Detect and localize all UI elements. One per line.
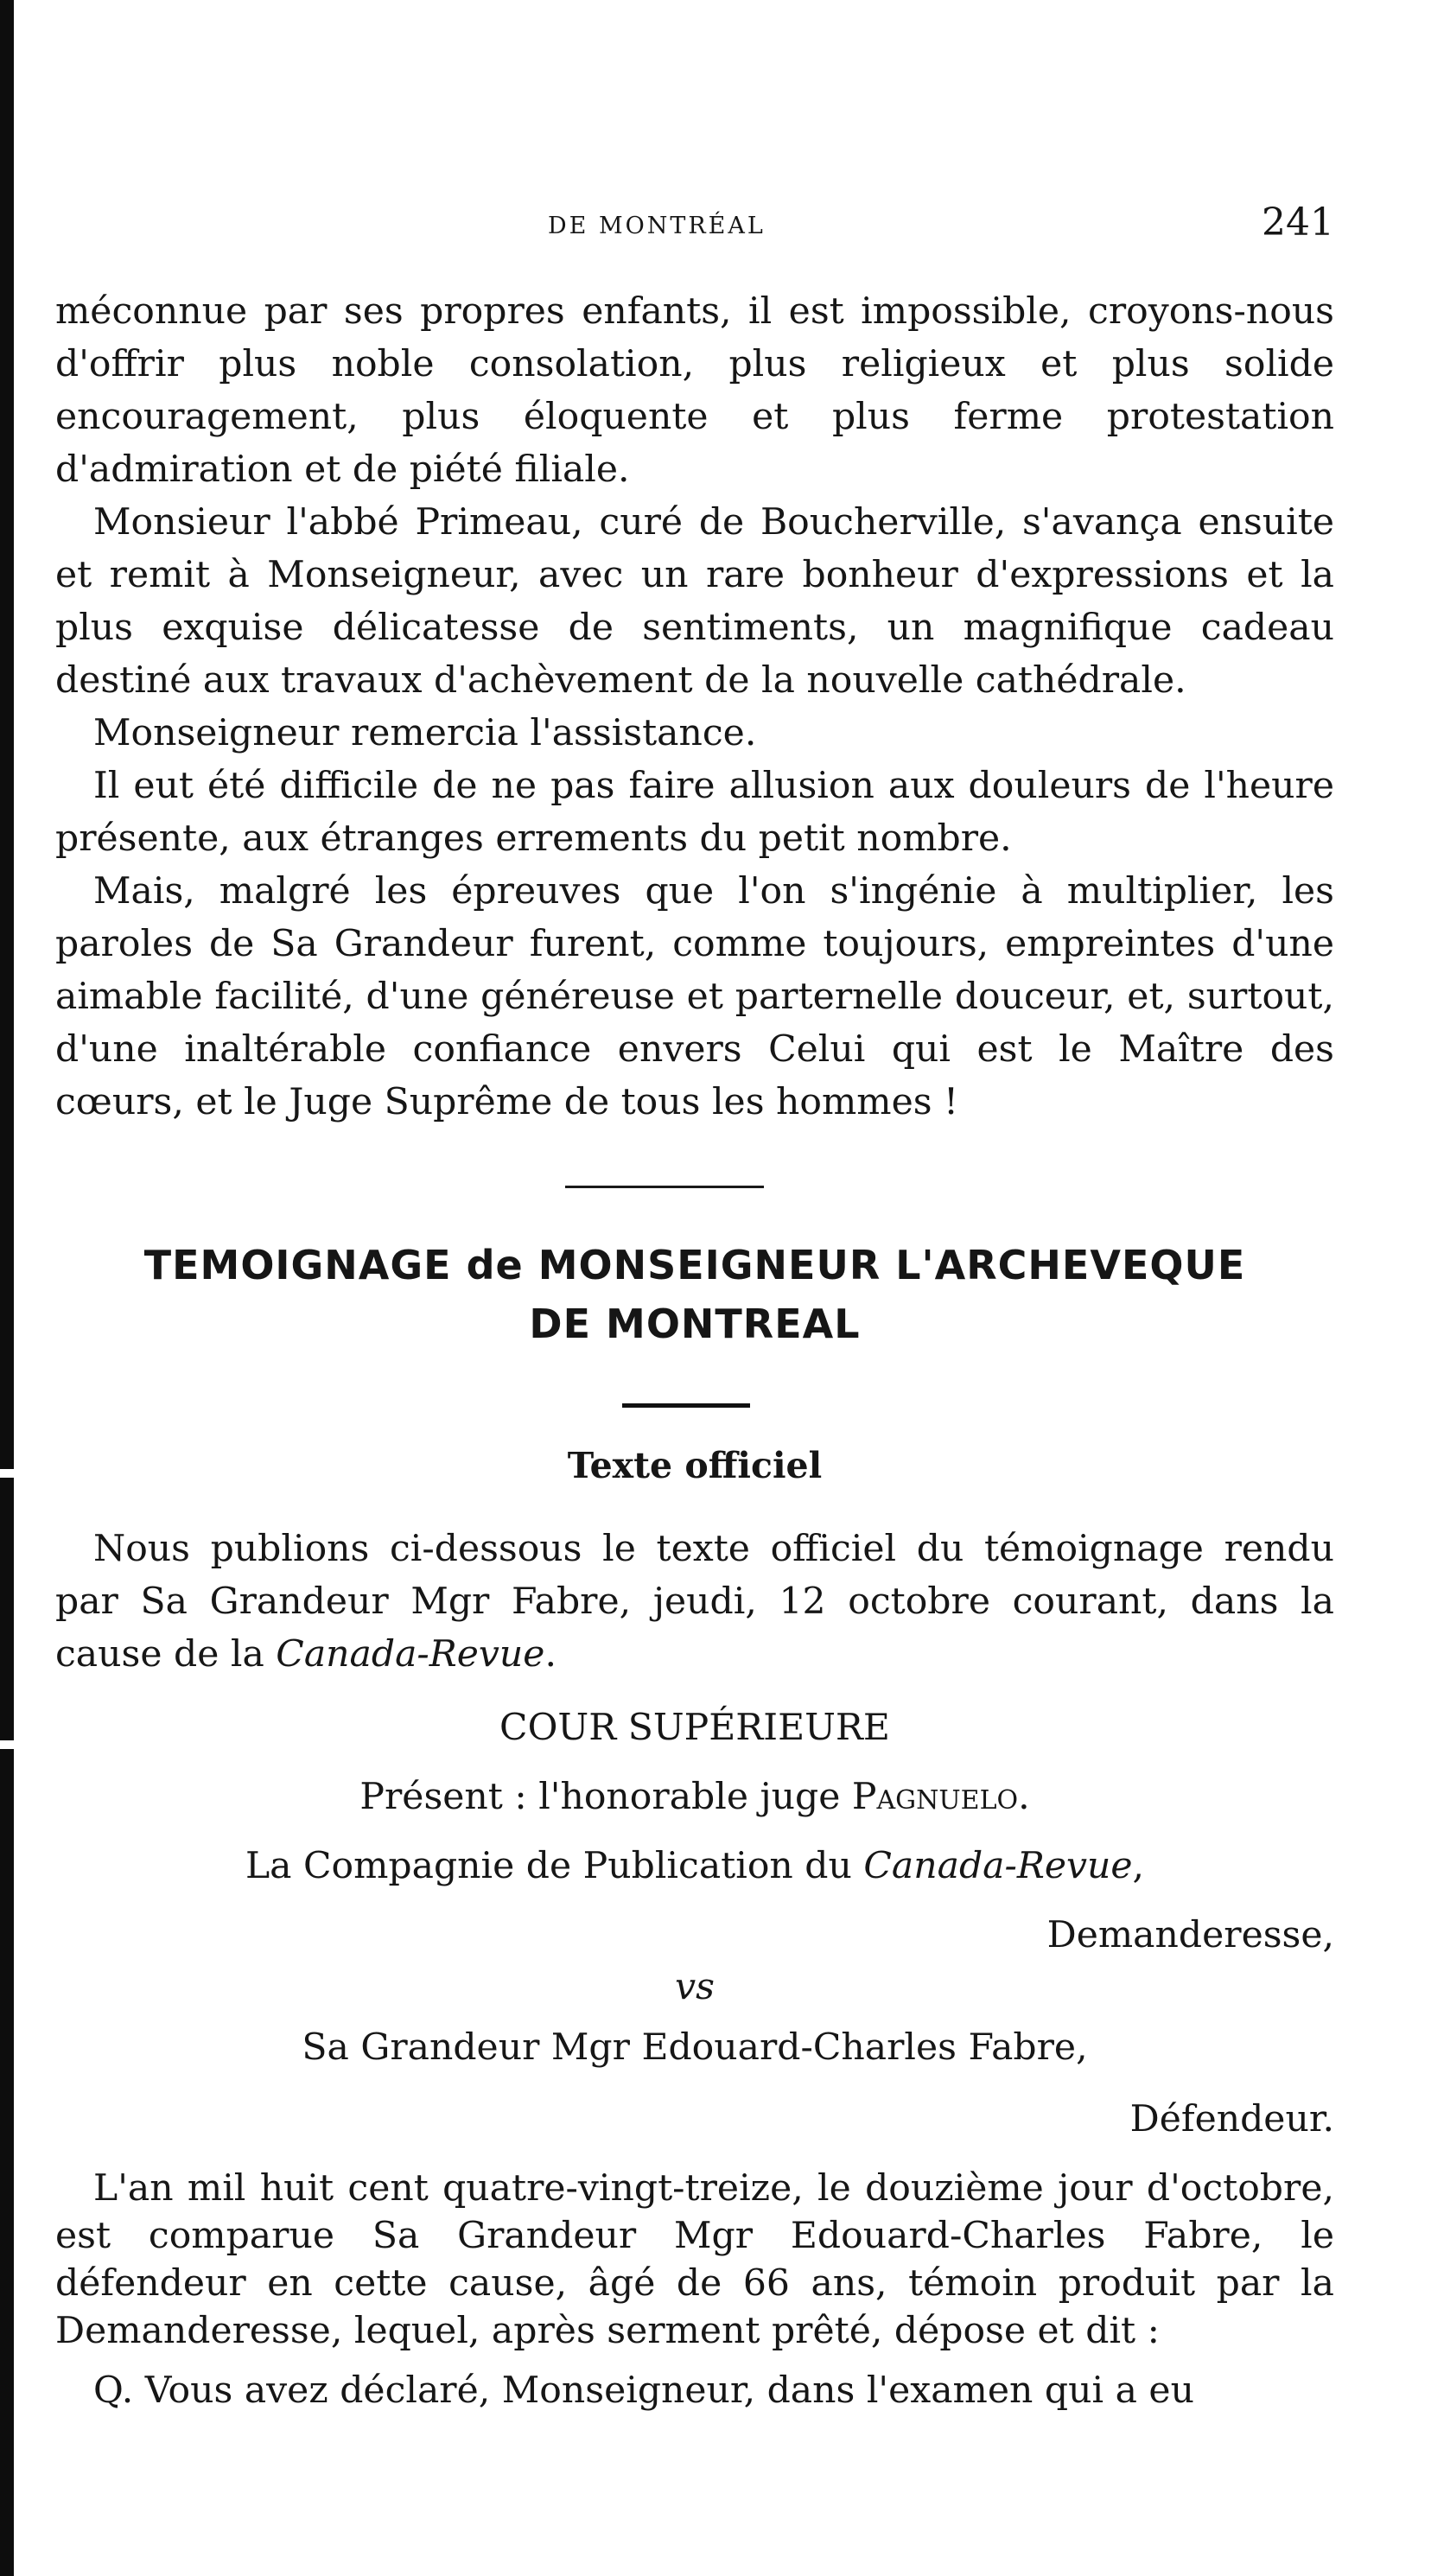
section-title bbox=[55, 1236, 1334, 1353]
section-title-line: TEMOIGNAGE de MONSEIGNEUR L'ARCHEVEQUE bbox=[143, 1242, 1246, 1288]
present-text-end: . bbox=[1018, 1776, 1030, 1818]
defendant-role: Défendeur. bbox=[1129, 2098, 1334, 2140]
top-text-block bbox=[55, 285, 1334, 1129]
paragraph: Monseigneur remercia l'assistance. bbox=[93, 712, 757, 754]
present-text: Présent : l'honorable juge bbox=[359, 1776, 852, 1818]
defendant-line: Sa Grandeur Mgr Edouard-Charles Fabre, bbox=[302, 2026, 1088, 2069]
page-number: 241 bbox=[1262, 200, 1334, 245]
running-title: DE MONTRÉAL bbox=[548, 213, 766, 239]
court-heading: COUR SUPÉRIEURE bbox=[499, 1707, 890, 1749]
plaintiff-line bbox=[55, 1845, 1334, 1887]
intro-text-end: . bbox=[544, 1633, 556, 1676]
court-present-line bbox=[55, 1776, 1334, 1818]
section-title-line: DE MONTREAL bbox=[529, 1301, 861, 1347]
judge-name: Pagnuelo bbox=[851, 1776, 1019, 1818]
binding-notch bbox=[0, 1740, 21, 1749]
plaintiff-journal: Canada-Revue bbox=[863, 1845, 1133, 1887]
section-subtitle: Texte officiel bbox=[567, 1445, 823, 1486]
paragraph bbox=[55, 1523, 1334, 1681]
bottom-text-block bbox=[55, 2165, 1334, 2414]
running-head bbox=[55, 200, 1334, 252]
title-rule bbox=[622, 1403, 750, 1408]
paragraph: L'an mil huit cent quatre-vingt-treize, le douzième jour d'octobre, est comparue Sa Grandeur Mgr Edouard-Charles Fabre, le défendeur en cette cause, âgé de 66 ans, témoin produit par la Demanderesse, lequel, après serment prêté, dépose et dit : bbox=[55, 2167, 1334, 2352]
versus: vs bbox=[675, 1966, 715, 2008]
plaintiff-role: Demanderesse, bbox=[1046, 1914, 1334, 1956]
page-binding-edge bbox=[0, 0, 14, 2576]
plaintiff-text: La Compagnie de Publication du bbox=[245, 1845, 864, 1887]
paragraph: Q. Vous avez déclaré, Monseigneur, dans l'examen qui a eu bbox=[93, 2369, 1194, 2412]
section-divider-rule bbox=[565, 1186, 764, 1188]
paragraph: méconnue par ses propres enfants, il est impossible, croyons-nous d'offrir plus noble consolation, plus religieux et plus solide encouragement, plus éloquente et plus ferme protestation d'admiration et de piété filiale. bbox=[55, 290, 1334, 491]
paragraph: Mais, malgré les épreuves que l'on s'ingénie à multiplier, les paroles de Sa Grandeur furent, comme toujours, empreintes d'une aimable facilité, d'une généreuse et parternelle douceur, et, surtout, d'une inaltérable confiance envers Celui qui est le Maître des cœurs, et le Juge Suprême de tous les hommes ! bbox=[55, 870, 1334, 1123]
paragraph: Monsieur l'abbé Primeau, curé de Boucherville, s'avança ensuite et remit à Monseigneur, avec un rare bonheur d'expressions et la plus exquise délicatesse de sentiments, un magnifique cadeau destiné aux travaux d'achèvement de la nouvelle cathédrale. bbox=[55, 501, 1334, 702]
intro-text: Nous publions ci-dessous le texte officiel du témoignage rendu par Sa Grandeur Mgr Fabre, jeudi, 12 octobre courant, dans la cause de la bbox=[55, 1528, 1334, 1676]
paragraph: Il eut été difficile de ne pas faire allusion aux douleurs de l'heure présente, aux étranges errements du petit nombre. bbox=[55, 765, 1334, 860]
intro-paragraph bbox=[55, 1523, 1334, 1681]
journal-name: Canada-Revue bbox=[276, 1633, 545, 1676]
plaintiff-text-end: , bbox=[1132, 1845, 1145, 1887]
binding-notch bbox=[0, 1469, 21, 1478]
